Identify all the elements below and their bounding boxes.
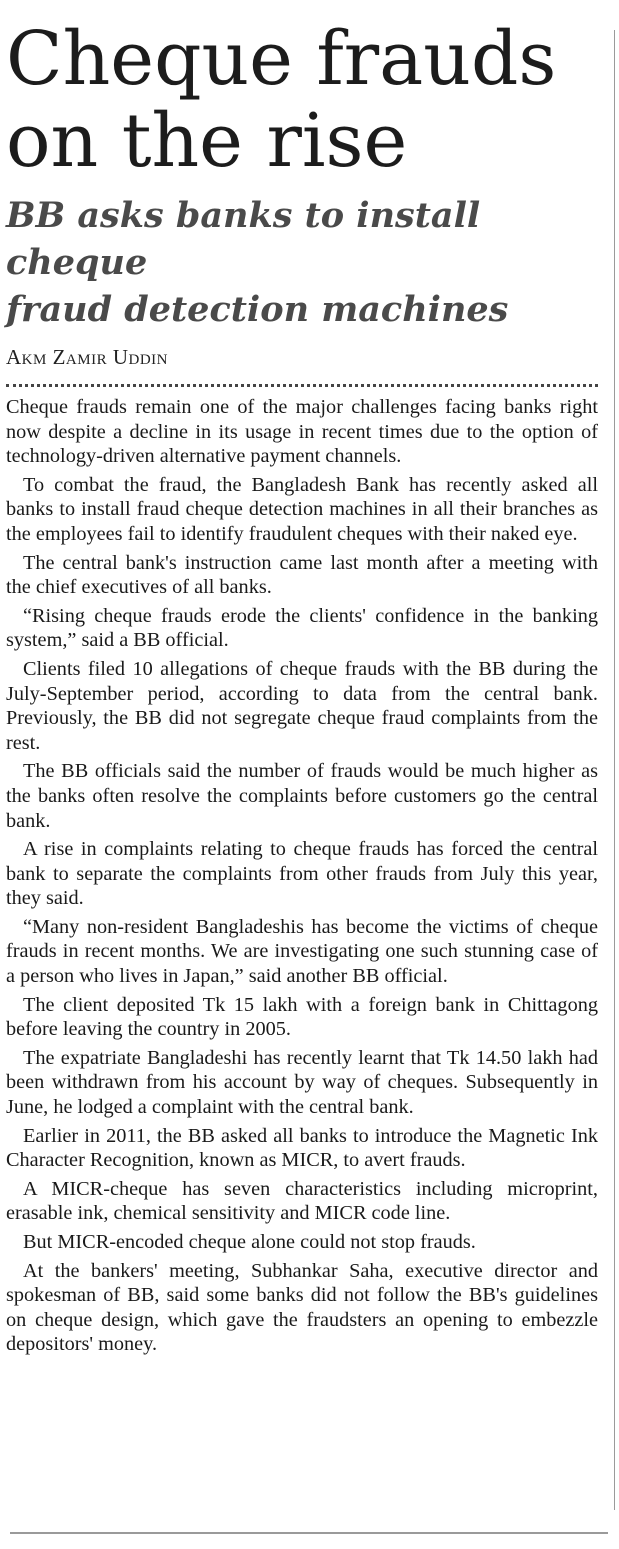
dotted-divider: [6, 384, 598, 387]
subheadline-line-1: BB asks banks to install cheque: [6, 195, 481, 283]
column-rule: [614, 30, 615, 1510]
subheadline-line-2: fraud detection machines: [6, 289, 509, 330]
paragraph: To combat the fraud, the Bangladesh Bank has recently asked all banks to install fraud cheque detection machines in all their branches as the employees fail to identify fraudulent cheques with their naked eye.: [6, 473, 598, 545]
paragraph: Cheque frauds remain one of the major challenges facing banks right now despite a decline in its usage in recent times due to the option of technology-driven alternative payment channels.: [6, 396, 598, 468]
paragraph: A MICR-cheque has seven characteristics including microprint, erasable ink, chemical sensitivity and MICR code line.: [6, 1177, 598, 1225]
byline: Akm Zamir Uddin: [6, 345, 168, 369]
headline: [6, 18, 604, 182]
paragraph: “Rising cheque frauds erode the clients' confidence in the banking system,” said a BB official.: [6, 604, 598, 652]
paragraph: The expatriate Bangladeshi has recently learnt that Tk 14.50 lakh had been withdrawn from his account by way of cheques. Subsequently in June, he lodged a complaint with the central bank.: [6, 1046, 598, 1119]
paragraph: Clients filed 10 allegations of cheque frauds with the BB during the July-September period, according to data from the central bank. Previously, the BB did not segregate cheque fraud complaints from the rest.: [6, 657, 598, 754]
article-body: [6, 395, 598, 1357]
subheadline: [6, 192, 604, 333]
paragraph: But MICR-encoded cheque alone could not stop frauds.: [23, 1231, 476, 1253]
paragraph: Earlier in 2011, the BB asked all banks to introduce the Magnetic Ink Character Recognition, known as MICR, to avert frauds.: [6, 1124, 598, 1172]
paragraph: The BB officials said the number of frauds would be much higher as the banks often resolve the complaints before customers go the central bank.: [6, 760, 598, 832]
paragraph: At the bankers' meeting, Subhankar Saha, executive director and spokesman of BB, said some banks did not follow the BB's guidelines on cheque design, which gave the fraudsters an opening to embezzle depositors' money.: [6, 1259, 598, 1356]
paragraph: A rise in complaints relating to cheque frauds has forced the central bank to separate the complaints from other frauds from July this year, they said.: [6, 838, 598, 910]
headline-line-1: Cheque frauds: [6, 16, 557, 102]
paragraph: “Many non-resident Bangladeshis has become the victims of cheque frauds in recent months. We are investigating one such stunning case of a person who lives in Japan,” said another BB official.: [6, 915, 598, 988]
paragraph: The client deposited Tk 15 lakh with a foreign bank in Chittagong before leaving the country in 2005.: [6, 993, 598, 1041]
bottom-rule: [10, 1532, 608, 1534]
paragraph: The central bank's instruction came last month after a meeting with the chief executives of all banks.: [6, 551, 598, 599]
headline-line-2: on the rise: [6, 98, 408, 184]
